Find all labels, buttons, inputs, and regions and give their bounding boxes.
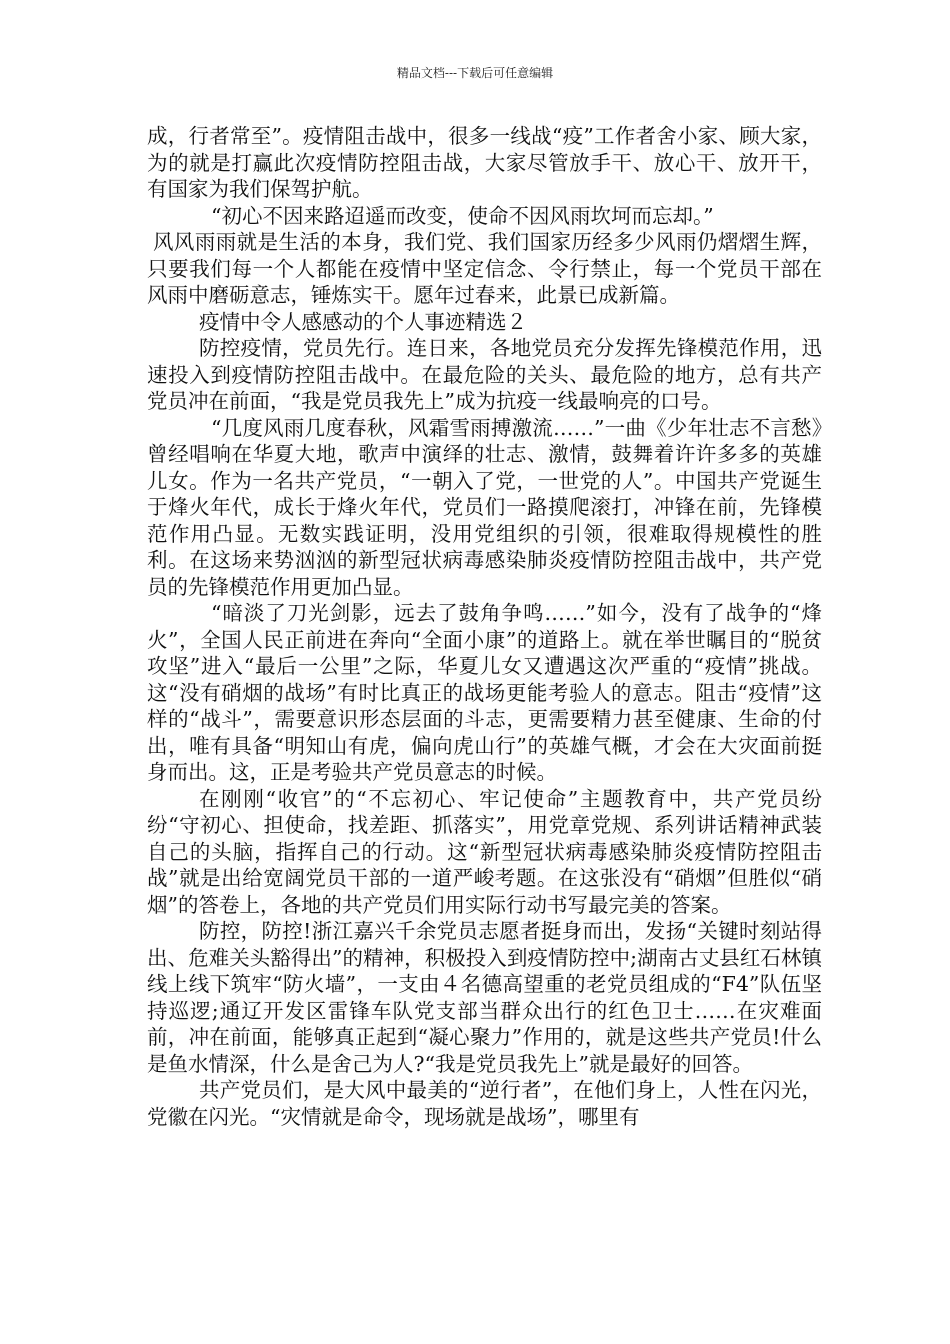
paragraph: “几度风雨几度春秋，风霜雪雨搏激流……”一曲《少年壮志不言愁》曾经唱响在华夏大地，歌声中演绎的壮志、激情，鼓舞着许许多多的英雄儿女。作为一名共产党员，“一朝入了党，一世党的人”。中国共产党诞生于烽火年代，成长于烽火年代，党员们一路摸爬滚打，冲锋在前，先锋模范作用凸显。无数实践证明，没用党组织的引领，很难取得规模性的胜利。在这场来势汹汹的新型冠状病毒感染肺炎疫情防控阻击战中，共产党员的先锋模范作用更加凸显。 — [147, 415, 822, 599]
paragraph: “暗淡了刀光剑影，远去了鼓角争鸣……”如今，没有了战争的“烽火”，全国人民正前进在奔向“全面小康”的道路上。就在举世瞩目的“脱贫攻坚”进入“最后一公里”之际，华夏儿女又遭遇这次严重的“疫情”挑战。这“没有硝烟的战场”有时比真正的战场更能考验人的意志。阻击“疫情”这样的“战斗”，需要意识形态层面的斗志，更需要精力甚至健康、生命的付出，唯有具备“明知山有虎，偏向虎山行”的英雄气概，才会在大灾面前挺身而出。这，正是考验共产党员意志的时候。 — [147, 601, 822, 784]
paragraph: 防控疫情，党员先行。连日来，各地党员充分发挥先锋模范作用，迅速投入到疫情防控阻击战中。在最危险的关头、最危险的地方，总有共产党员冲在前面，“我是党员我先上”成为抗疫一线最响亮的口号。 — [147, 336, 822, 413]
paragraph: 风风雨雨就是生活的本身，我们党、我们国家历经多少风雨仍熠熠生辉，只要我们每一个人都能在疫情中坚定信念、令行禁止，每一个党员干部在风雨中磨砺意志，锤炼实干。愿年过春来，此景已成新篇。 — [147, 230, 822, 307]
paragraph: 在刚刚“收官”的“不忘初心、牢记使命”主题教育中，共产党员纷纷“守初心、担使命，找差距、抓落实”，用党章党规、系列讲话精神武装自己的头脑，指挥自己的行动。这“新型冠状病毒感染肺炎疫情防控阻击战”就是出给宽阔党员干部的一道严峻考题。在这张没有“硝烟”但胜似“硝烟”的答卷上，各地的共产党员们用实际行动书写最完美的答案。 — [147, 786, 822, 917]
page-header-note: 精品文档---下载后可任意编辑 — [396, 66, 554, 80]
paragraph: 防控，防控!浙江嘉兴千余党员志愿者挺身而出，发扬“关键时刻站得出、危难关头豁得出”的精神，积极投入到疫情防控中;湖南古丈县红石林镇线上线下筑牢“防火墙”，一支由４名德高望重的老党员组成的“F4”队伍坚持巡逻;通辽开发区雷锋车队党支部当群众出行的红色卫士……在灾难面前，冲在前面，能够真正起到“凝心聚力”作用的，就是这些共产党员!什么是鱼水情深，什么是舍己为人?“我是党员我先上”就是最好的回答。 — [147, 919, 822, 1076]
paragraph: 成，行者常至”。疫情阻击战中，很多一线战“疫”工作者舍小家、顾大家，为的就是打赢此次疫情防控阻击战，大家尽管放手干、放心干、放开干，有国家为我们保驾护航。 — [147, 124, 822, 201]
paragraph: 共产党员们，是大风中最美的“逆行者”，在他们身上，人性在闪光，党徽在闪光。“灾情就是命令，现场就是战场”，哪里有 — [147, 1078, 822, 1129]
section-heading: 疫情中令人感感动的个人事迹精选２ — [199, 309, 527, 334]
paragraph: “初心不因来路迢遥而改变，使命不因风雨坎坷而忘却。” — [211, 203, 714, 228]
document-body — [147, 123, 822, 1130]
